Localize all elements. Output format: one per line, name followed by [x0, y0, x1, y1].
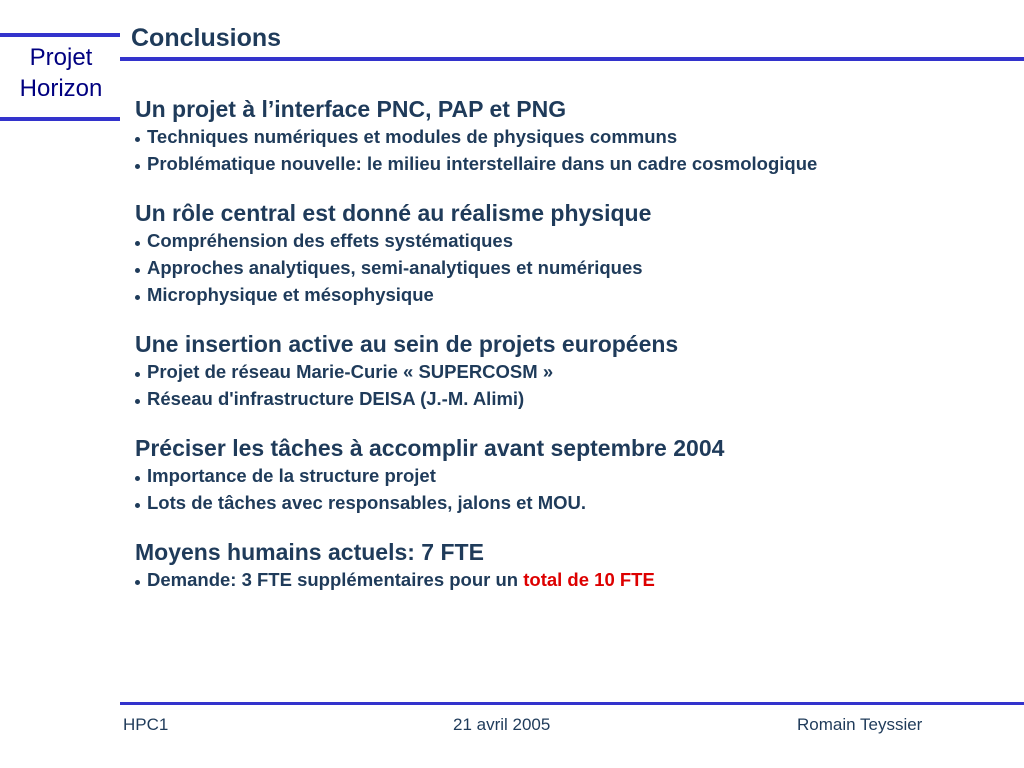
- logo-top-rule: [0, 33, 120, 37]
- bullet-item: [135, 566, 1010, 593]
- bullet-text: Microphysique et mésophysique: [147, 284, 434, 305]
- bullet-text: Compréhension des effets systématiques: [147, 230, 513, 251]
- slide-content: [135, 95, 1010, 615]
- bullet-item: [135, 358, 1010, 385]
- bullet-text: Techniques numériques et modules de physiques communs: [147, 126, 678, 147]
- bullet-text: Demande: 3 FTE supplémentaires pour un: [147, 569, 524, 590]
- section-tasks: [135, 434, 1010, 516]
- bullet-dot-icon: [135, 295, 140, 300]
- logo-line-2: Horizon: [19, 75, 103, 102]
- section-resources: [135, 538, 1010, 593]
- footer-event: HPC1: [123, 715, 169, 734]
- footer-divider: [120, 702, 1024, 705]
- bullet-dot-icon: [135, 580, 140, 585]
- bullet-item: [135, 254, 1010, 281]
- bullet-item: [135, 123, 1010, 150]
- bullet-text: Projet de réseau Marie-Curie « SUPERCOSM »: [147, 361, 554, 382]
- section-realism: [135, 199, 1010, 308]
- slide-title: Conclusions: [131, 24, 282, 52]
- bullet-item: [135, 489, 1010, 516]
- bullet-item: [135, 385, 1010, 412]
- project-logo: [0, 42, 122, 104]
- bullet-text: Approches analytiques, semi-analytiques et numériques: [147, 257, 643, 278]
- footer-date: 21 avril 2005: [453, 715, 551, 734]
- section-heading: Un projet à l’interface PNC, PAP et PNG: [135, 96, 567, 122]
- bullet-dot-icon: [135, 476, 140, 481]
- section-heading: Moyens humains actuels: 7 FTE: [135, 539, 484, 565]
- bullet-item: [135, 150, 1010, 177]
- bullet-text: Réseau d'infrastructure DEISA (J.-M. Alimi): [147, 388, 525, 409]
- bullet-item: [135, 281, 1010, 308]
- bullet-dot-icon: [135, 137, 140, 142]
- bullet-text: Lots de tâches avec responsables, jalons et MOU.: [147, 492, 587, 513]
- title-divider: [120, 57, 1024, 61]
- highlight-text: total de 10 FTE: [523, 569, 655, 590]
- section-heading: Préciser les tâches à accomplir avant septembre 2004: [135, 435, 725, 461]
- bullet-text: Problématique nouvelle: le milieu interstellaire dans un cadre cosmologique: [147, 153, 818, 174]
- bullet-dot-icon: [135, 399, 140, 404]
- section-heading: Une insertion active au sein de projets européens: [135, 331, 679, 357]
- bullet-item: [135, 227, 1010, 254]
- bullet-item: [135, 462, 1010, 489]
- bullet-dot-icon: [135, 164, 140, 169]
- bullet-dot-icon: [135, 268, 140, 273]
- bullet-dot-icon: [135, 503, 140, 508]
- footer-author: Romain Teyssier: [797, 715, 923, 734]
- section-european: [135, 330, 1010, 412]
- logo-bottom-rule: [0, 117, 120, 121]
- section-heading: Un rôle central est donné au réalisme physique: [135, 200, 652, 226]
- bullet-dot-icon: [135, 372, 140, 377]
- bullet-dot-icon: [135, 241, 140, 246]
- section-interface: [135, 95, 1010, 177]
- logo-line-1: Projet: [29, 44, 93, 71]
- bullet-text: Importance de la structure projet: [147, 465, 436, 486]
